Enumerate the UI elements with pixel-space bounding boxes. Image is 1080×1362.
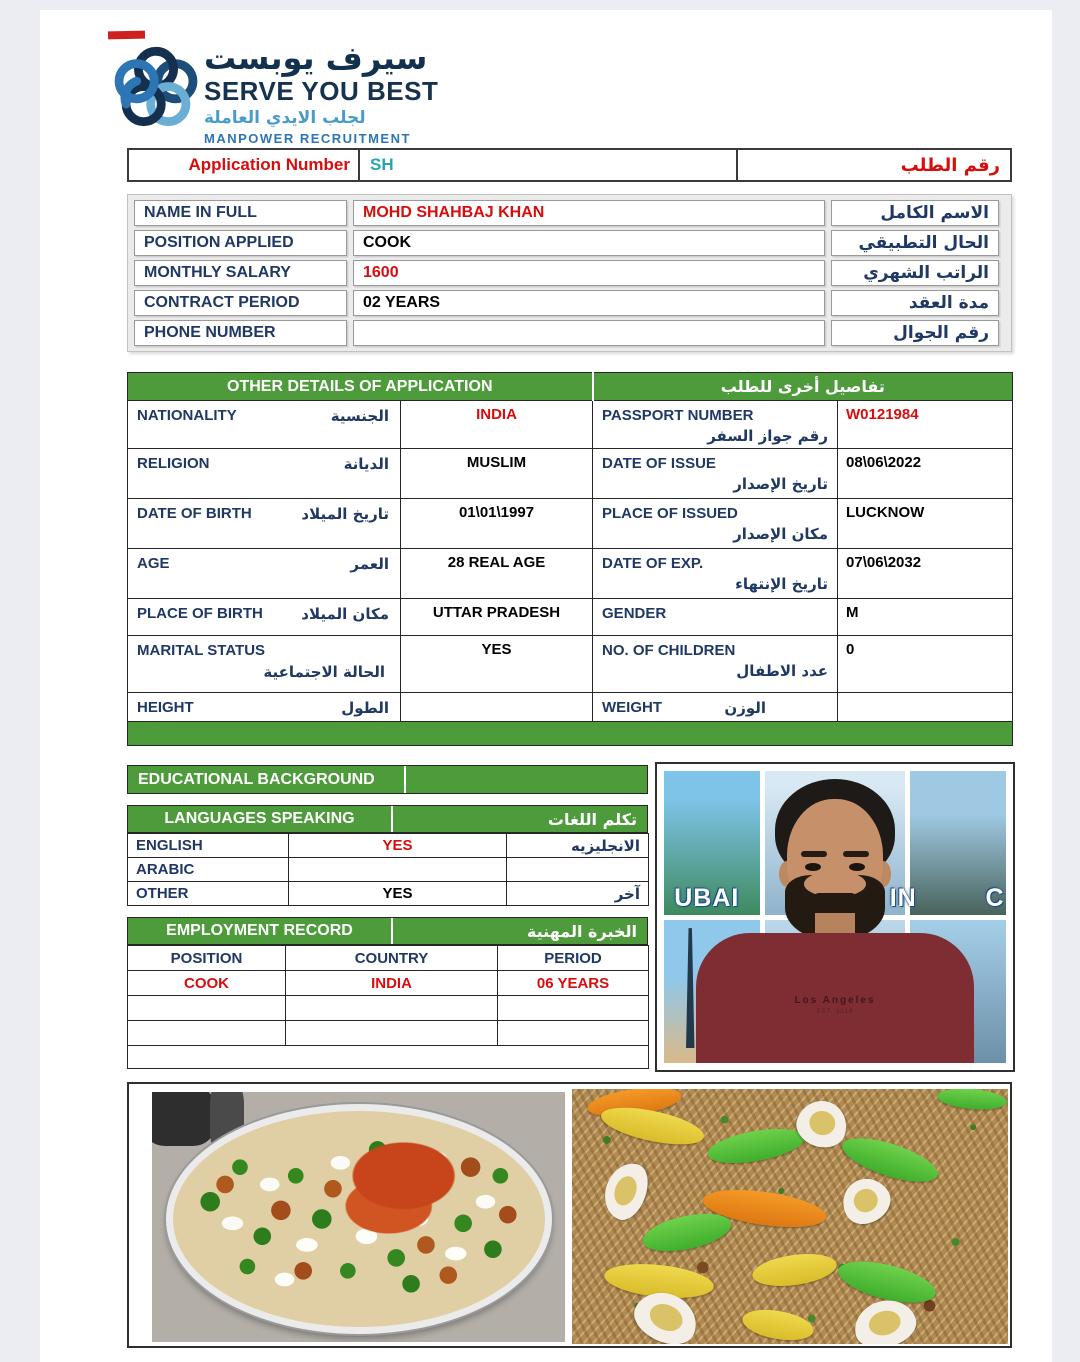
employment-period [498, 1021, 649, 1046]
field-label: GENDER [602, 605, 667, 622]
field-label-arabic: رقم جواز السفر [707, 427, 829, 445]
row-value: 1600 [353, 260, 825, 286]
person-eyebrow [801, 851, 827, 857]
field-label: AGE [137, 555, 170, 572]
language-value: YES [289, 882, 507, 906]
table-row [128, 636, 1013, 693]
section-footer-bar [128, 722, 1013, 746]
employment-period: 06 YEARS [498, 971, 649, 996]
table-row [128, 996, 649, 1021]
food-photo-rice-tray [572, 1089, 1008, 1344]
personal-info-table [127, 194, 1012, 352]
backdrop-label: C [985, 883, 1005, 912]
row-label-arabic: الحال التطبيقي [831, 230, 999, 256]
field-value: INDIA [401, 401, 593, 449]
company-logo-knot-icon [112, 42, 200, 138]
table-row [128, 834, 649, 858]
employment-country: INDIA [286, 971, 498, 996]
field-label-arabic: مكان الإصدار [733, 525, 829, 543]
language-name: OTHER [128, 882, 289, 906]
table-row [134, 230, 1005, 256]
field-label-arabic: الحالة الاجتماعية [263, 663, 385, 681]
field-label-arabic: مكان الميلاد [301, 605, 389, 623]
field-value: 0 [838, 636, 1013, 693]
shirt-print-subtext: EST. 2018 [816, 1009, 854, 1015]
row-label: PHONE NUMBER [134, 320, 347, 346]
field-value: M [838, 599, 1013, 636]
field-value: 01\01\1997 [401, 499, 593, 549]
column-header: POSITION [128, 946, 286, 971]
garnish-pepper [740, 1305, 816, 1344]
field-label: DATE OF EXP. [602, 555, 704, 572]
language-name: ENGLISH [128, 834, 289, 858]
field-value: UTTAR PRADESH [401, 599, 593, 636]
row-value: 02 YEARS [353, 290, 825, 316]
field-label-arabic: الديانة [343, 455, 389, 473]
background-object [152, 1092, 214, 1146]
company-logo-text [204, 40, 534, 147]
language-name-arabic [507, 858, 649, 882]
other-details-title: OTHER DETAILS OF APPLICATION [128, 373, 593, 401]
person-shirt [696, 933, 974, 1063]
field-value: 07\06\2032 [838, 549, 1013, 599]
field-value: MUSLIM [401, 449, 593, 499]
language-value [289, 858, 507, 882]
field-label: DATE OF BIRTH [137, 505, 252, 522]
rice-platter [166, 1104, 552, 1334]
field-label-arabic: عدد الاطفال [736, 662, 829, 680]
table-row [128, 599, 1013, 636]
field-label-arabic: تاريخ الإصدار [733, 475, 829, 493]
person-eyebrow [843, 851, 869, 857]
shirt-print-text: Los Angeles [794, 995, 876, 1006]
row-label-arabic: رقم الجوال [831, 320, 999, 346]
garnish-pepper [640, 1207, 735, 1258]
employment-country [286, 996, 498, 1021]
field-label-arabic: تاريخ الإنتهاء [735, 575, 829, 593]
scan-edge-right [1052, 0, 1080, 1362]
field-value: LUCKNOW [838, 499, 1013, 549]
languages-section-header [127, 805, 648, 833]
table-row [128, 971, 649, 996]
table-row [128, 1021, 649, 1046]
row-label: MONTHLY SALARY [134, 260, 347, 286]
row-label: POSITION APPLIED [134, 230, 347, 256]
field-value: W0121984 [838, 401, 1013, 449]
table-row [128, 882, 649, 906]
table-row [128, 549, 1013, 599]
language-name-arabic: الانجليزيه [507, 834, 649, 858]
employment-position [128, 996, 286, 1021]
table-row [134, 200, 1005, 226]
application-number-label-arabic: رقم الطلب [900, 154, 1000, 176]
garnish-egg [834, 1170, 898, 1232]
employment-title-arabic: الخبرة المهنية [526, 921, 637, 941]
table-row [134, 320, 1005, 346]
row-value: MOHD SHAHBAJ KHAN [353, 200, 825, 226]
employment-country [286, 1021, 498, 1046]
table-header-row [128, 373, 1013, 401]
table-row [128, 499, 1013, 549]
field-value: 08\06\2022 [838, 449, 1013, 499]
row-label-arabic: مدة العقد [831, 290, 999, 316]
field-label: PLACE OF ISSUED [602, 505, 738, 522]
table-row [134, 260, 1005, 286]
field-label: RELIGION [137, 455, 210, 472]
table-row [128, 693, 1013, 722]
applicant-photo-frame [655, 762, 1015, 1072]
person-mustache [813, 893, 857, 905]
backdrop-label: UBAI [674, 883, 740, 912]
table-row [134, 290, 1005, 316]
employment-period [498, 996, 649, 1021]
field-value: 28 REAL AGE [401, 549, 593, 599]
logo-tagline-english: MANPOWER RECRUITMENT [204, 131, 411, 146]
applicant-photo [664, 771, 1006, 1063]
employment-position: COOK [128, 971, 286, 996]
other-details-table [127, 372, 1013, 746]
field-label-arabic: العمر [350, 555, 389, 573]
other-details-title-arabic: تفاصيل أخرى للطلب [593, 373, 1013, 401]
field-label: NATIONALITY [137, 407, 237, 424]
education-title: EDUCATIONAL BACKGROUND [128, 766, 406, 793]
languages-title-arabic: تكلم اللغات [547, 809, 637, 829]
languages-title: LANGUAGES SPEAKING [128, 806, 393, 832]
field-label: WEIGHT [602, 699, 663, 716]
backdrop-label: IN [889, 883, 917, 912]
employment-title: EMPLOYMENT RECORD [128, 918, 393, 944]
food-photos-frame [127, 1082, 1012, 1348]
table-row [128, 401, 1013, 449]
row-value [353, 320, 825, 346]
logo-tagline-arabic: لجلب الايدي العاملة [204, 108, 366, 128]
language-value: YES [289, 834, 507, 858]
empty-merged-cell [128, 1046, 649, 1069]
field-label: PLACE OF BIRTH [137, 605, 263, 622]
field-label-arabic: الجنسية [330, 407, 389, 425]
field-label: MARITAL STATUS [137, 642, 266, 659]
logo-name-english: SERVE YOU BEST [204, 76, 439, 106]
language-name-arabic: آخر [507, 882, 649, 906]
field-label: NO. OF CHILDREN [602, 642, 736, 659]
garnish-pepper [936, 1089, 1007, 1112]
field-value [838, 693, 1013, 722]
row-label-arabic: الراتب الشهري [831, 260, 999, 286]
education-header-spacer [406, 766, 647, 793]
column-header: COUNTRY [286, 946, 498, 971]
row-label: NAME IN FULL [134, 200, 347, 226]
employment-section-header [127, 917, 648, 945]
logo-name-arabic: سيرف يوبست [204, 39, 428, 77]
employment-table [127, 945, 649, 1069]
application-number-value: SH [360, 150, 738, 180]
field-label: HEIGHT [137, 699, 194, 716]
field-label-arabic: الوزن [724, 699, 767, 717]
person-eye [805, 863, 821, 871]
application-number-label: Application Number [129, 150, 360, 180]
table-header-row [128, 946, 649, 971]
table-row [128, 858, 649, 882]
garnish-pepper [705, 1123, 807, 1170]
row-value: COOK [353, 230, 825, 256]
garnish-pepper [750, 1249, 838, 1291]
languages-table [127, 833, 649, 906]
scan-artifact-red-mark [108, 31, 145, 40]
field-label: PASSPORT NUMBER [602, 407, 754, 424]
education-section-header [127, 765, 648, 794]
field-label-arabic: الطول [341, 699, 389, 717]
field-label-arabic: تاريخ الميلاد [301, 505, 389, 523]
row-label: CONTRACT PERIOD [134, 290, 347, 316]
garnish-egg [597, 1157, 654, 1225]
language-name: ARABIC [128, 858, 289, 882]
table-row [128, 1046, 649, 1069]
application-number-row [127, 148, 1012, 182]
food-photo-rice-platter [152, 1092, 565, 1342]
scan-edge-top [0, 0, 1080, 10]
field-value: YES [401, 636, 593, 693]
table-row [128, 449, 1013, 499]
scan-edge-left [0, 0, 40, 1362]
field-value [401, 693, 593, 722]
row-label-arabic: الاسم الكامل [831, 200, 999, 226]
person-eye [849, 863, 865, 871]
column-header: PERIOD [498, 946, 649, 971]
employment-position [128, 1021, 286, 1046]
field-label: DATE OF ISSUE [602, 455, 716, 472]
